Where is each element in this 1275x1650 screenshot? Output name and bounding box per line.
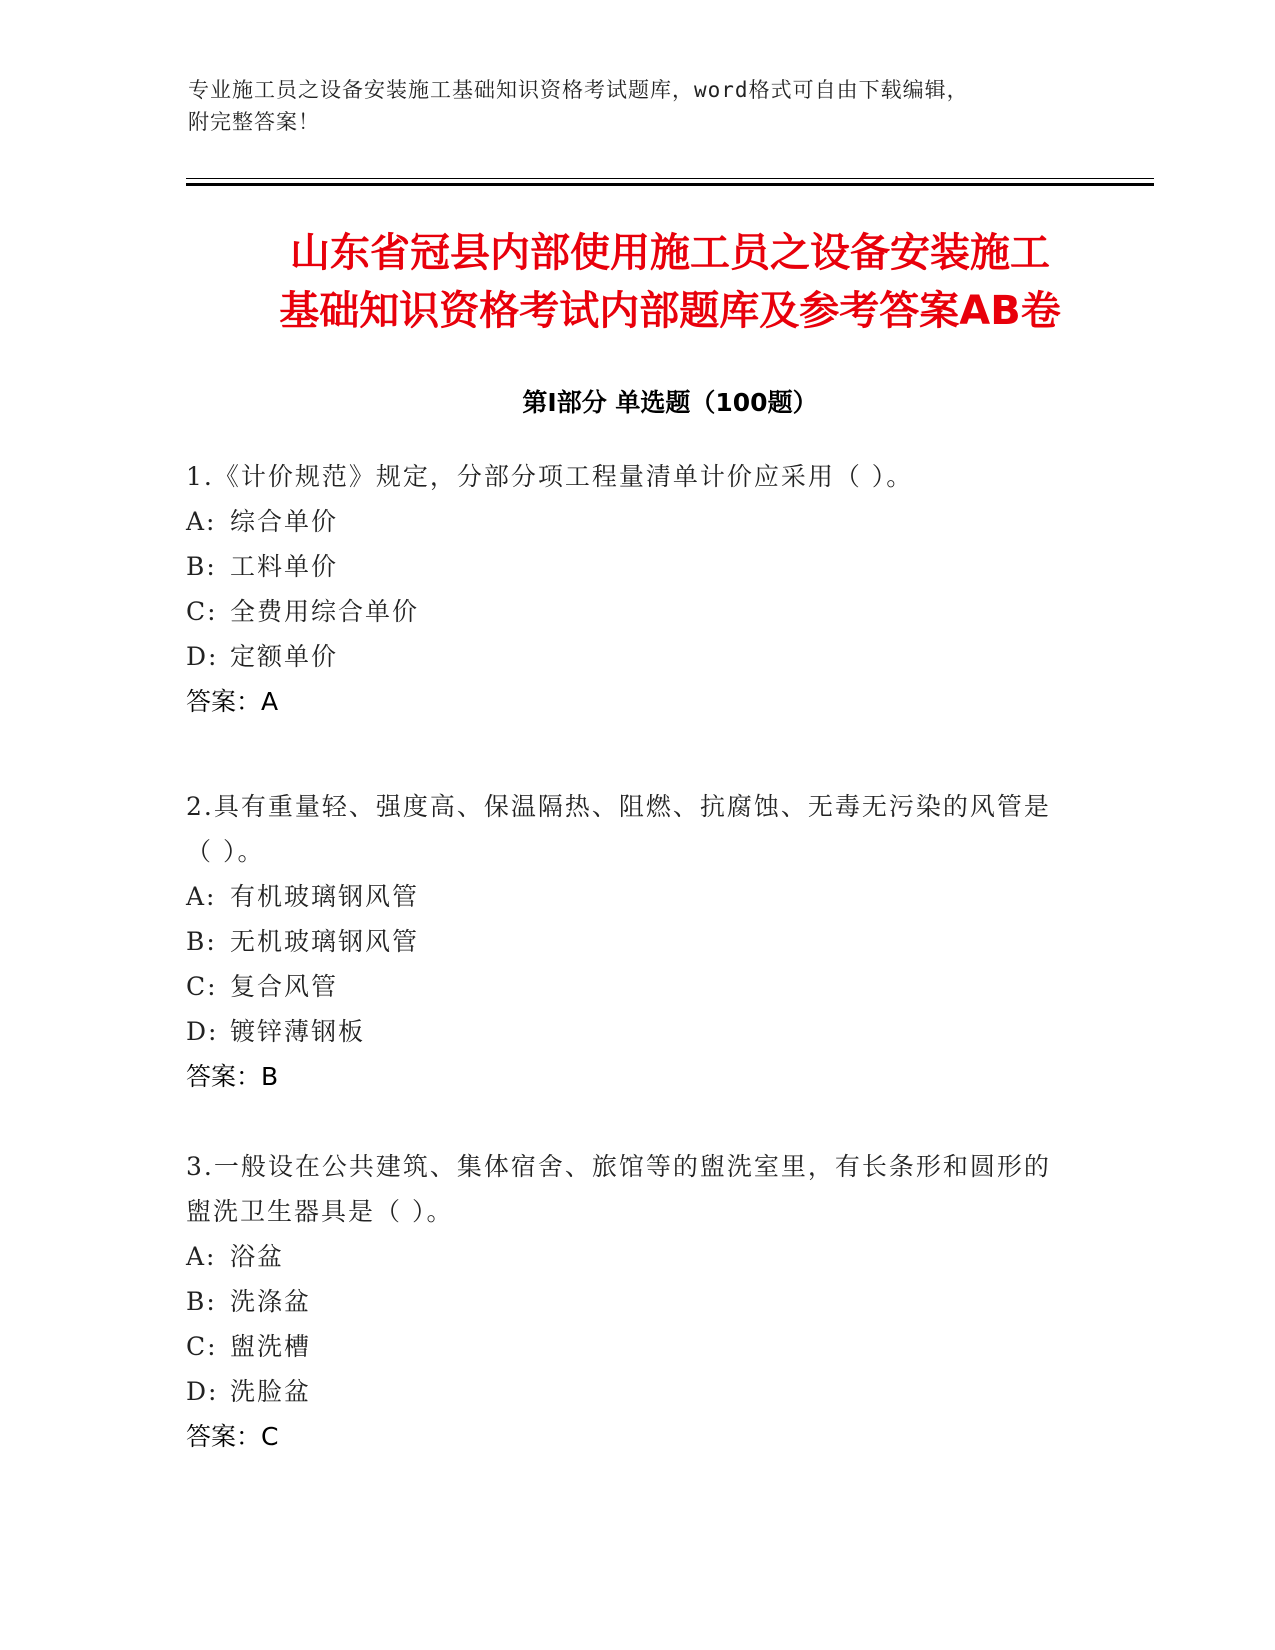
option-text: 工料单价 — [230, 552, 339, 581]
option-letter: B: — [186, 927, 217, 956]
option-letter: A: — [186, 882, 217, 911]
option-text: 综合单价 — [230, 507, 339, 536]
section-heading: 第Ⅰ部分 单选题（100题） — [522, 388, 818, 417]
header-rule-thick — [186, 183, 1154, 186]
option-text: 浴盆 — [230, 1242, 285, 1271]
option-letter: D: — [186, 1017, 219, 1046]
header-note-line-2: 附完整答案！ — [188, 110, 320, 134]
option-text: 定额单价 — [230, 642, 339, 671]
option-text: 复合风管 — [230, 972, 339, 1001]
option-text: 镀锌薄钢板 — [230, 1017, 366, 1046]
answer-line: 答案：B — [186, 1062, 279, 1091]
header-rule-thin — [186, 178, 1154, 179]
option-b — [186, 1279, 1066, 1324]
option-letter: A: — [186, 507, 217, 536]
option-letter: C: — [186, 597, 218, 626]
question-stem: 2.具有重量轻、强度高、保温隔热、阻燃、抗腐蚀、无毒无污染的风管是（ ）。 — [186, 792, 1051, 866]
option-d — [186, 1009, 1066, 1054]
option-letter: C: — [186, 1332, 218, 1361]
option-letter: B: — [186, 1287, 217, 1316]
question-1 — [186, 454, 1066, 724]
option-a — [186, 499, 1066, 544]
option-a — [186, 874, 1066, 919]
option-c — [186, 964, 1066, 1009]
option-text: 无机玻璃钢风管 — [230, 927, 420, 956]
header-note-line-1: 专业施工员之设备安装施工基础知识资格考试题库，word格式可自由下载编辑， — [188, 78, 969, 102]
option-b — [186, 544, 1066, 589]
option-c — [186, 1324, 1066, 1369]
option-letter: A: — [186, 1242, 217, 1271]
option-text: 洗涤盆 — [230, 1287, 312, 1316]
option-letter: C: — [186, 972, 218, 1001]
option-d — [186, 634, 1066, 679]
option-text: 全费用综合单价 — [230, 597, 420, 626]
option-letter: B: — [186, 552, 217, 581]
option-c — [186, 589, 1066, 634]
option-a — [186, 1234, 1066, 1279]
option-text: 盥洗槽 — [230, 1332, 312, 1361]
option-letter: D: — [186, 1377, 219, 1406]
option-d — [186, 1369, 1066, 1414]
question-2 — [186, 784, 1066, 1099]
document-title-line-2: 基础知识资格考试内部题库及参考答案AB卷 — [279, 288, 1061, 334]
option-text: 有机玻璃钢风管 — [230, 882, 420, 911]
header-note — [188, 74, 1068, 138]
question-3 — [186, 1144, 1066, 1459]
document-title-line-1: 山东省冠县内部使用施工员之设备安装施工 — [290, 230, 1050, 276]
option-letter: D: — [186, 642, 219, 671]
answer-line: 答案：C — [186, 1422, 279, 1451]
option-b — [186, 919, 1066, 964]
answer-line: 答案：A — [186, 687, 279, 716]
document-title — [186, 224, 1154, 340]
option-text: 洗脸盆 — [230, 1377, 312, 1406]
question-stem: 1.《计价规范》规定，分部分项工程量清单计价应采用（ ）。 — [186, 462, 914, 491]
question-stem: 3.一般设在公共建筑、集体宿舍、旅馆等的盥洗室里，有长条形和圆形的盥洗卫生器具是（ ）。 — [186, 1152, 1051, 1226]
